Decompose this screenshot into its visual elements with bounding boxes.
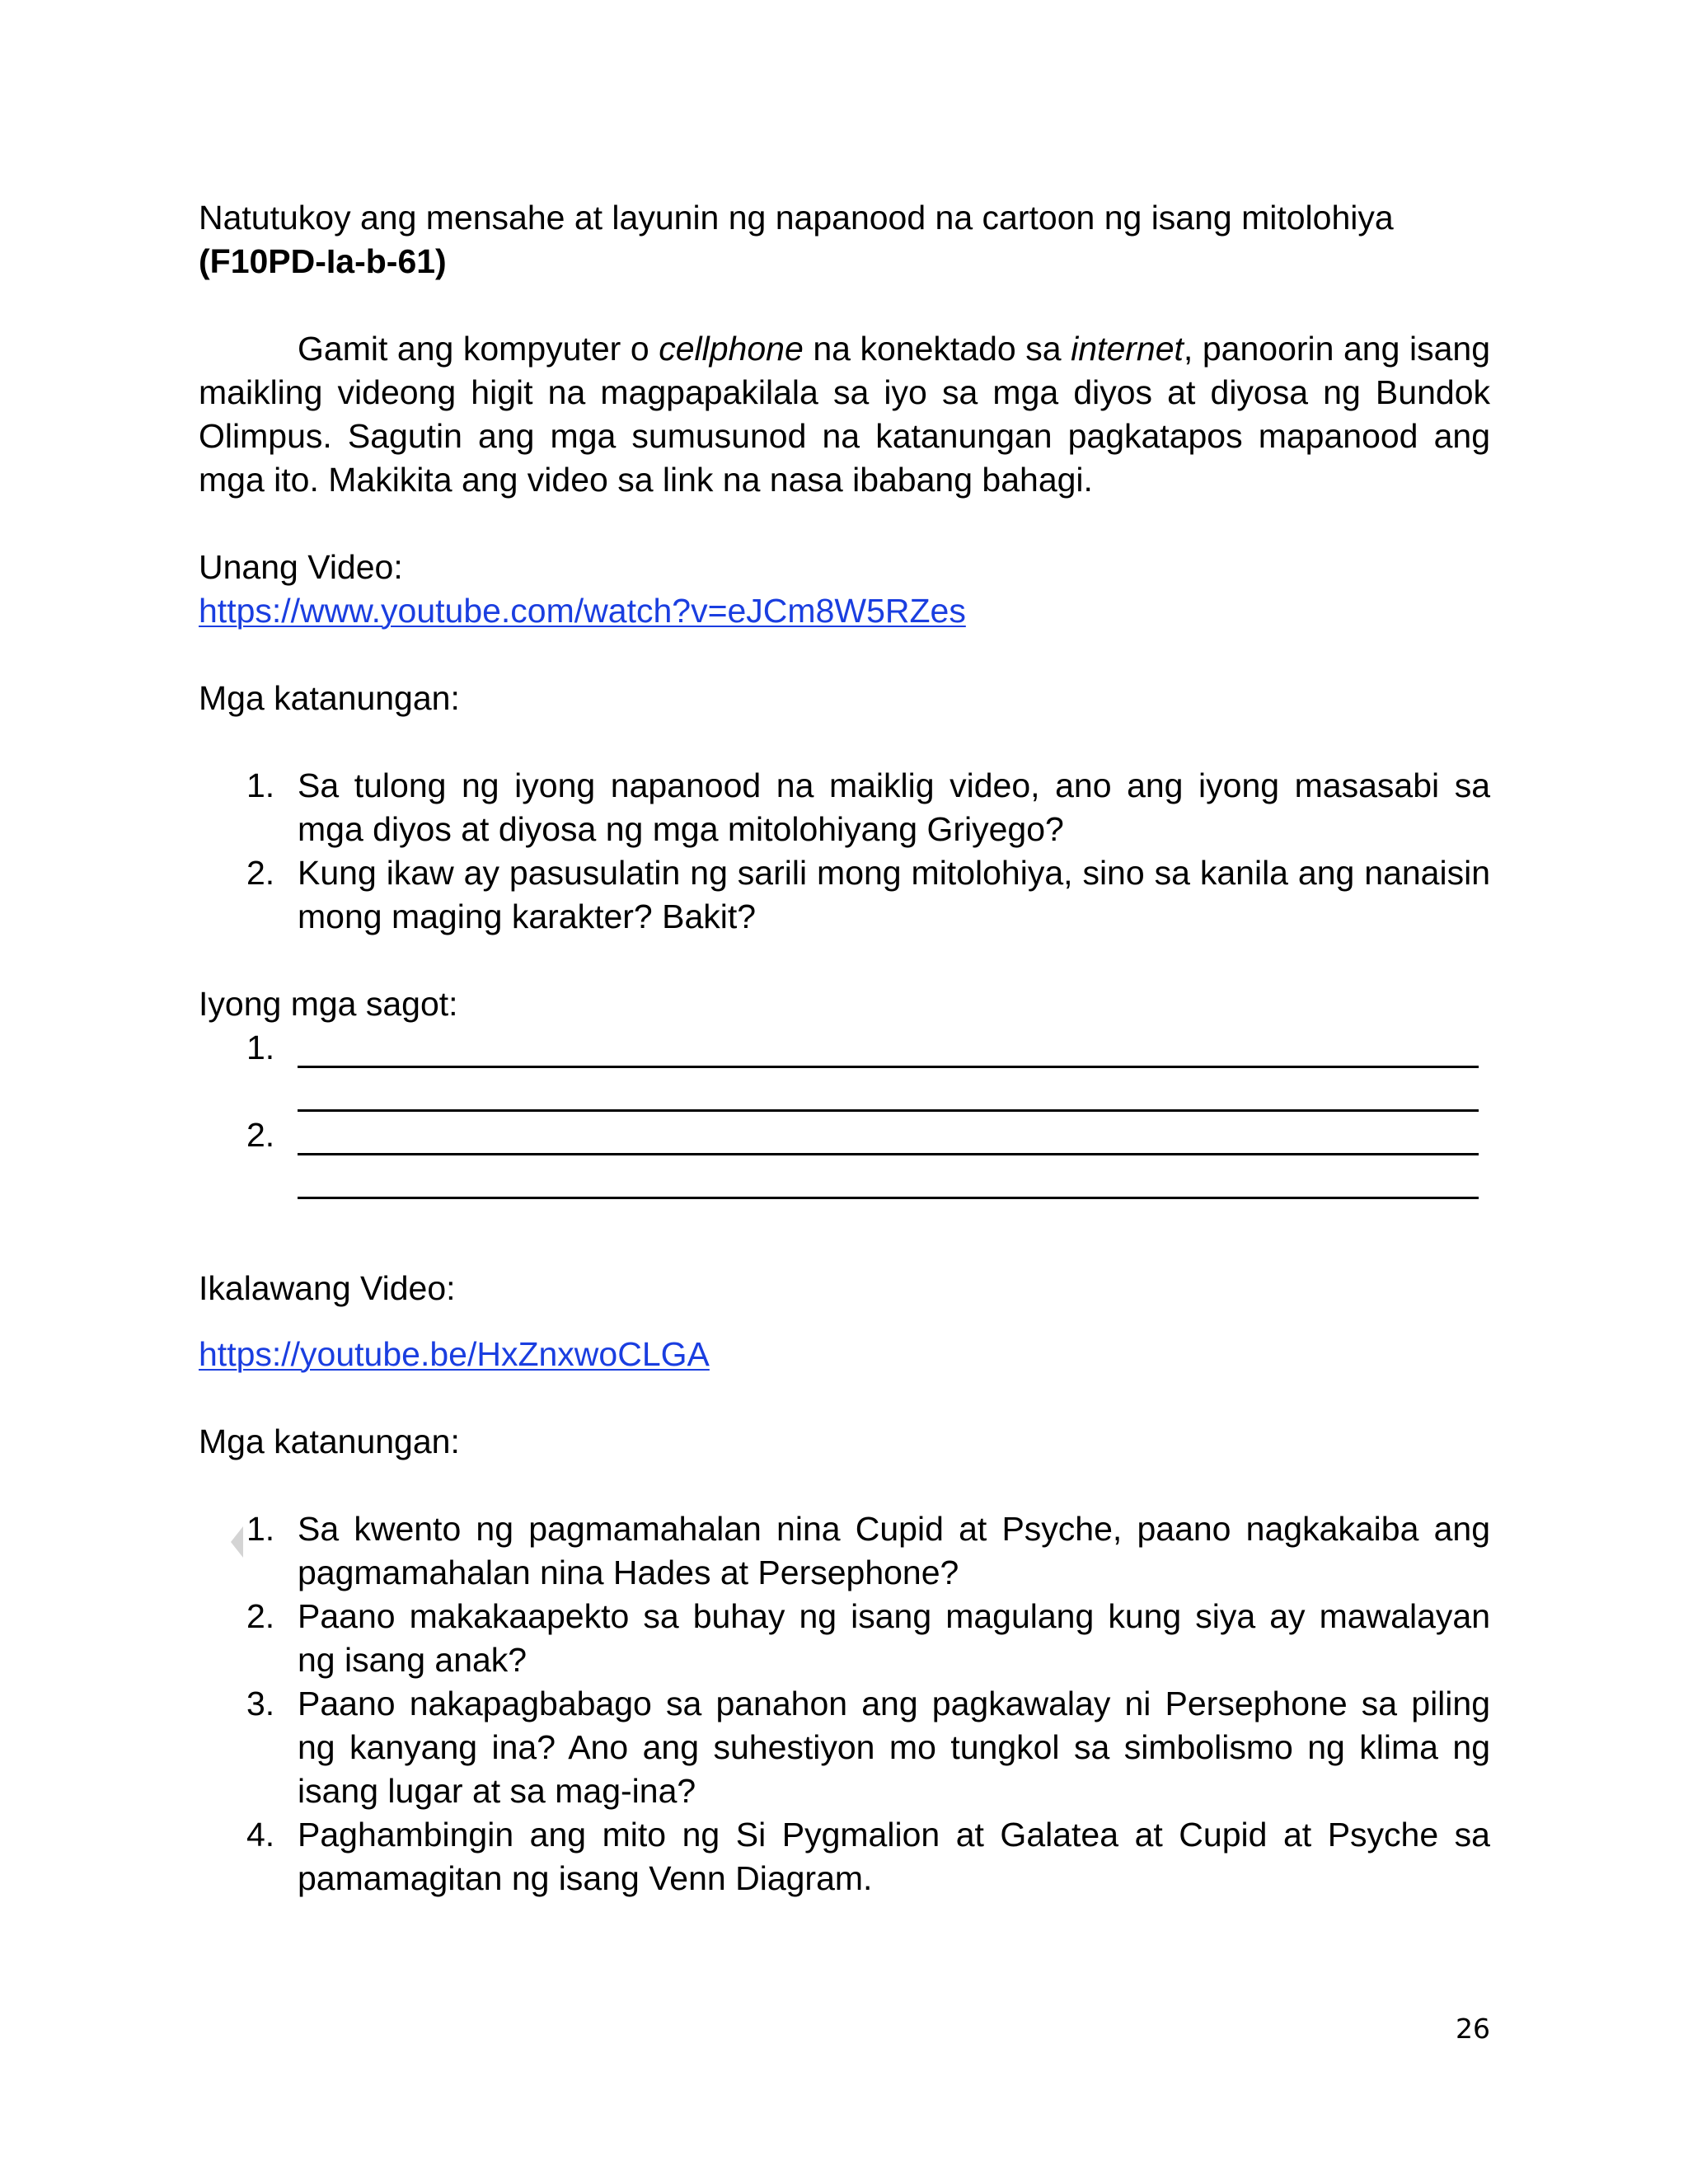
answer-blank [298, 1153, 1479, 1155]
intro-text-3: , panoorin ang isang maikling videong higit na magpapakilala sa iyo sa mga diyos at diyosa ng Bundok Olimpus. Sagutin ang mga sumusunod na katanungan pagkatapos mapanood ang mga ito. Makikita ang video sa link na nasa ibabang bahagi. [199, 330, 1490, 499]
answer-line-1a[interactable] [199, 1026, 1490, 1070]
video1-label: Unang Video: [199, 548, 403, 586]
list-item [199, 764, 1490, 851]
answer-line-2b[interactable] [199, 1157, 1490, 1201]
list-item [199, 1507, 1490, 1595]
list-item-number: 2. [246, 854, 275, 892]
video2-label: Ikalawang Video: [199, 1269, 456, 1307]
objective-text: Natutukoy ang mensahe at layunin ng napanood na cartoon ng isang mitolohiya [199, 199, 1394, 237]
answer-number: 1. [246, 1029, 275, 1066]
answer-lines [199, 1026, 1490, 1201]
list-item-text: Sa kwento ng pagmamahalan nina Cupid at Psyche, paano nagkakaiba ang pagmamahalan nina Hades at Persephone? [298, 1510, 1490, 1591]
answer-line-2a[interactable] [199, 1113, 1490, 1157]
answer-blank [298, 1109, 1479, 1112]
intro-italic-internet: internet [1071, 330, 1184, 368]
page-content [199, 196, 1490, 1900]
answers-heading: Iyong mga sagot: [199, 985, 458, 1023]
answer-blank [298, 1197, 1479, 1199]
left-arrow-icon [231, 1526, 243, 1558]
list-item-text: Sa tulong ng iyong napanood na maiklig video, ano ang iyong masasabi sa mga diyos at diyosa ng mga mitolohiyang Griyego? [298, 766, 1490, 848]
intro-text-2: na konektado sa [803, 330, 1071, 368]
list-item-text: Paano makakaapekto sa buhay ng isang magulang kung siya ay mawalayan ng isang anak? [298, 1597, 1490, 1679]
answer-number: 2. [246, 1116, 275, 1154]
list-item-number: 1. [246, 1510, 275, 1548]
page-number: 26 [1456, 2013, 1490, 2045]
list-item-number: 1. [246, 766, 275, 804]
intro-italic-cellphone: cellphone [659, 330, 804, 368]
list-item [199, 1595, 1490, 1682]
list-item-text: Kung ikaw ay pasusulatin ng sarili mong mitolohiya, sino sa kanila ang nanaisin mong maging karakter? Bakit? [298, 854, 1490, 935]
questions1-heading: Mga katanungan: [199, 679, 460, 717]
list-item [199, 851, 1490, 939]
answer-line-1b[interactable] [199, 1070, 1490, 1113]
list-item [199, 1682, 1490, 1813]
video2-link[interactable]: https://youtube.be/HxZnxwoCLGA [199, 1335, 710, 1373]
list-item-text: Paghambingin ang mito ng Si Pygmalion at Galatea at Cupid at Psyche sa pamamagitan ng isang Venn Diagram. [298, 1816, 1490, 1897]
questions2-heading: Mga katanungan: [199, 1422, 460, 1460]
video2-link-line [199, 1333, 1490, 1376]
learning-objective [199, 196, 1490, 284]
intro-text-1: Gamit ang kompyuter o [298, 330, 659, 368]
objective-code: (F10PD-Ia-b-61) [199, 242, 447, 280]
intro-paragraph [199, 327, 1490, 502]
video1-link-line [199, 589, 1490, 633]
list-item-number: 3. [246, 1685, 275, 1722]
video1-link[interactable]: https://www.youtube.com/watch?v=eJCm8W5RZes [199, 592, 966, 630]
list-item-text: Paano nakapagbabago sa panahon ang pagkawalay ni Persephone sa piling ng kanyang ina? Ano ang suhestiyon mo tungkol sa simbolismo ng klima ng isang lugar at sa mag-ina? [298, 1685, 1490, 1810]
questions2-list [199, 1507, 1490, 1900]
list-item-number: 2. [246, 1597, 275, 1635]
list-item-number: 4. [246, 1816, 275, 1854]
list-item [199, 1813, 1490, 1900]
questions1-list [199, 764, 1490, 939]
answer-blank [298, 1066, 1479, 1068]
